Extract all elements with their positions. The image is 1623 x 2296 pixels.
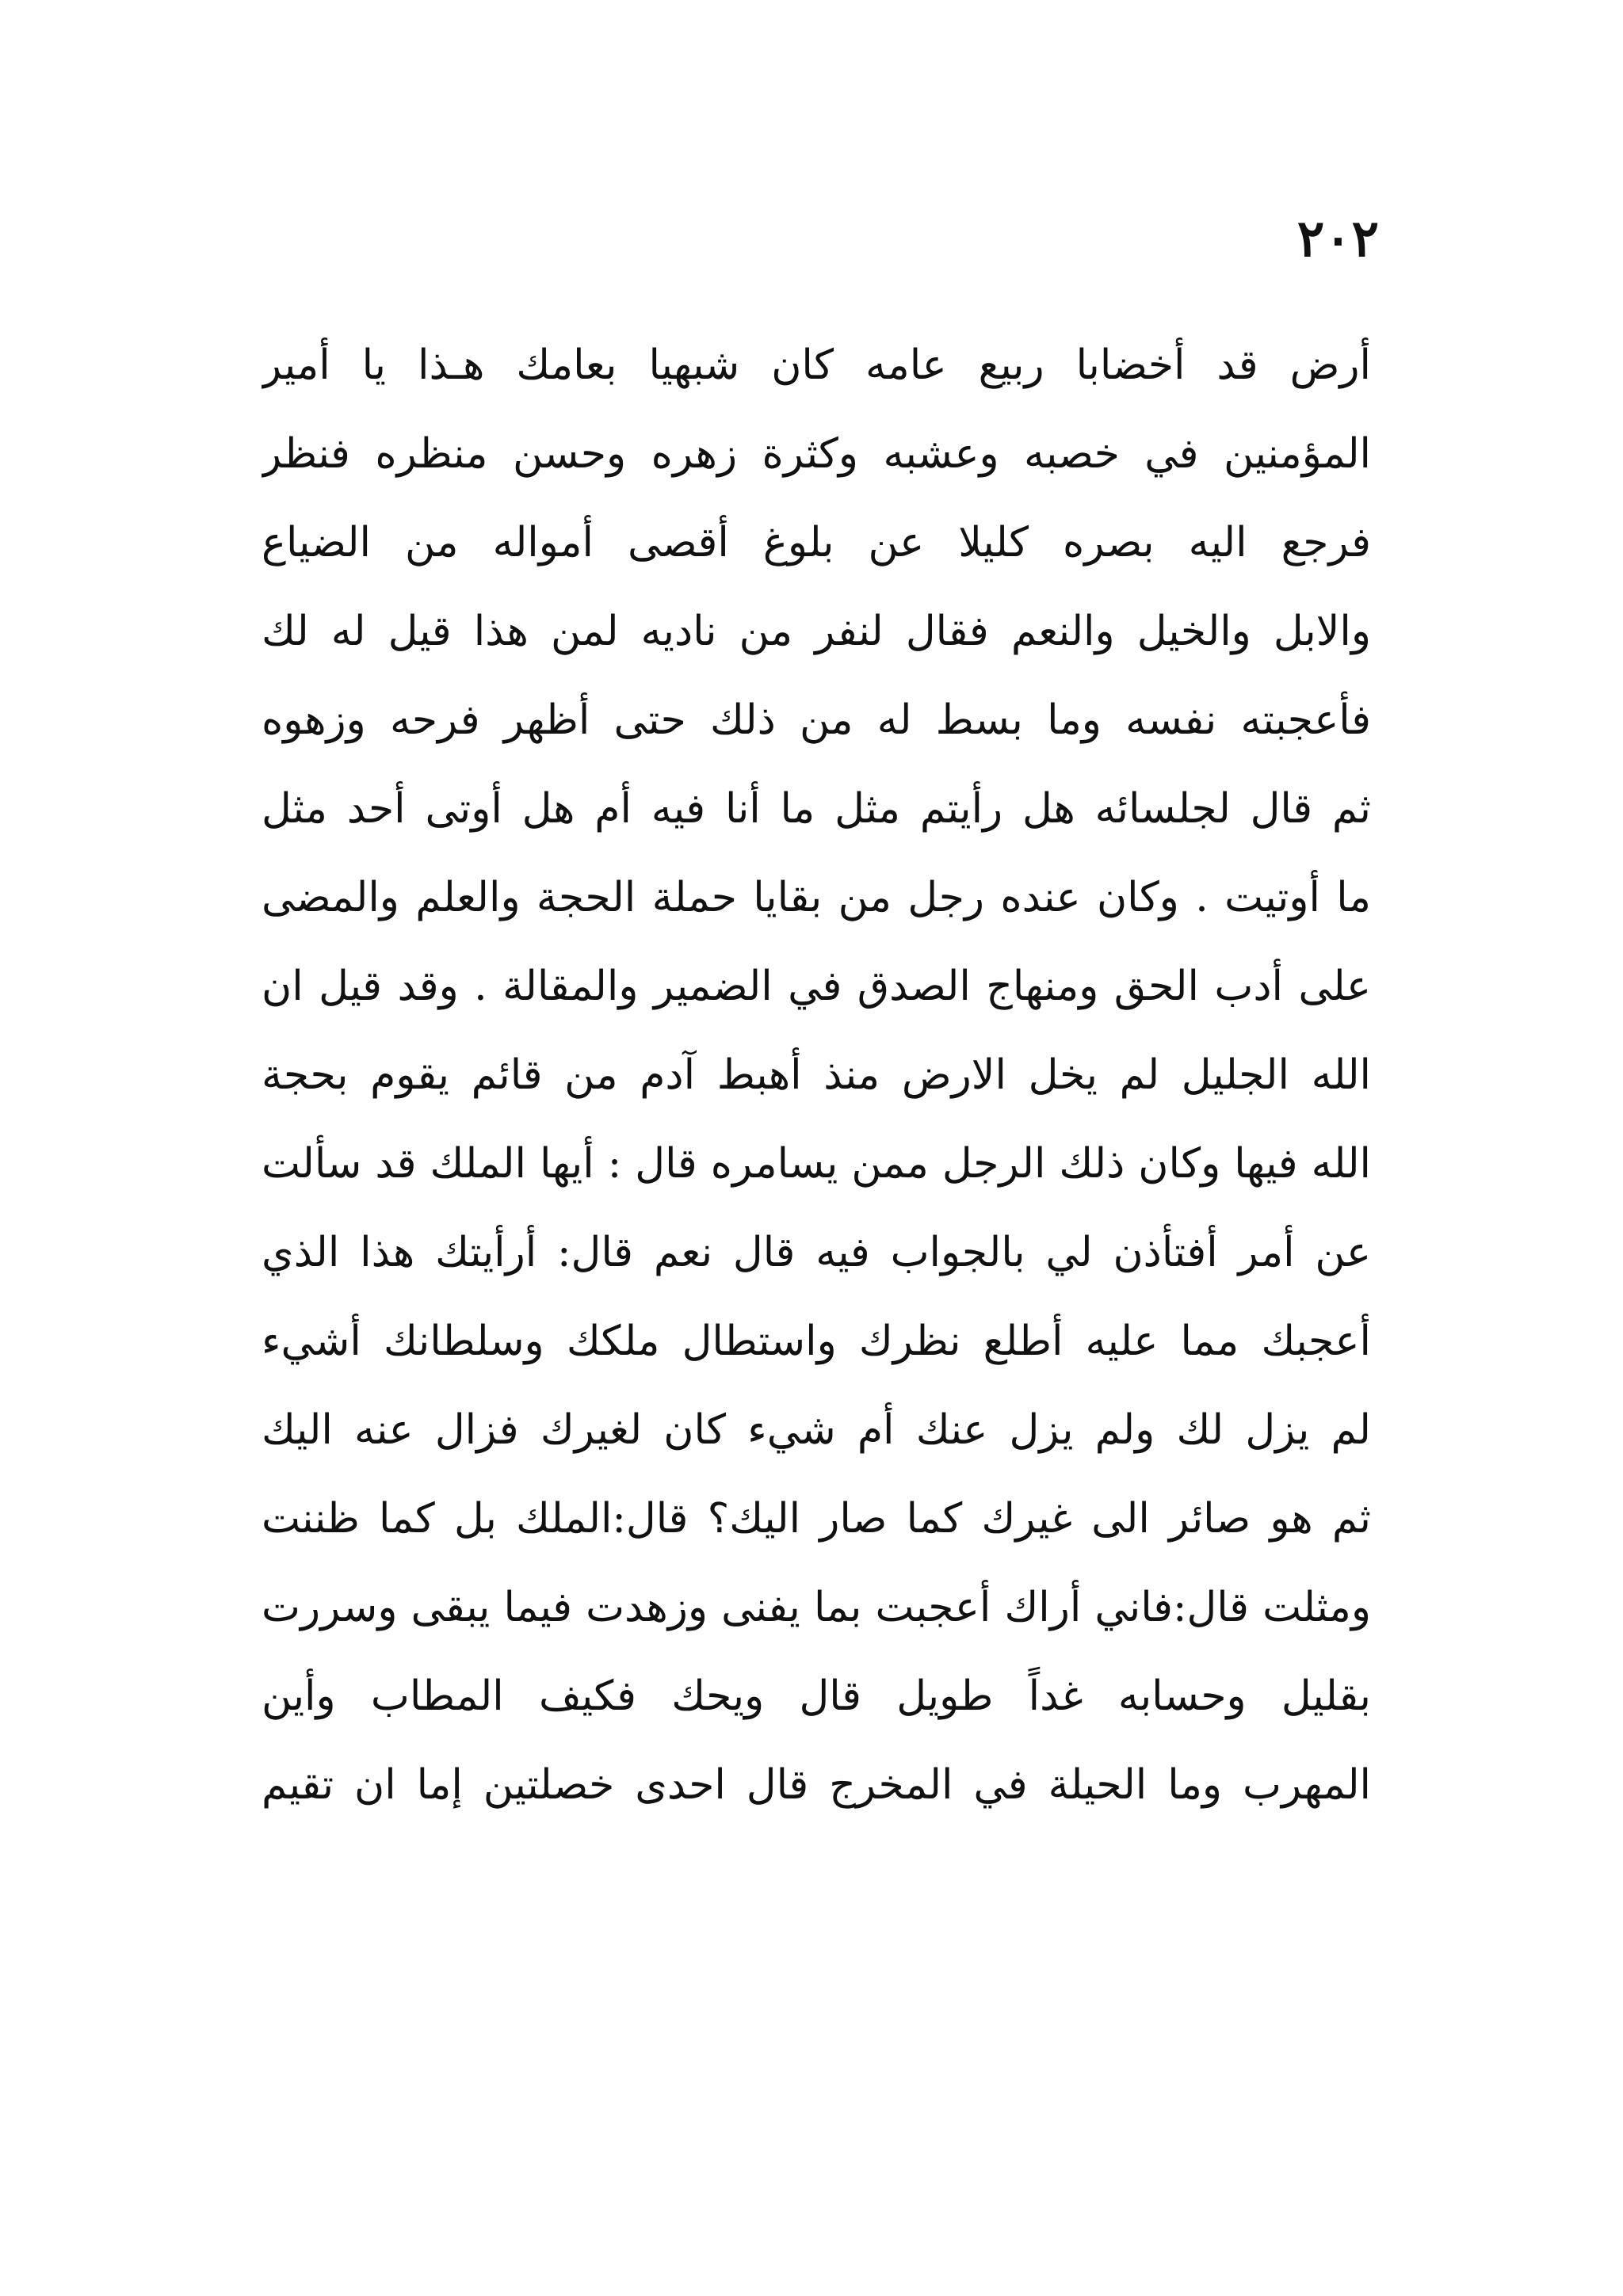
text-line-11: عن أمر أفتأذن لي بالجواب فيه قال نعم قال: أرأيتك هذا الذي <box>262 1229 1371 1276</box>
text-line-6: ثم قال لجلسائه هل رأيتم مثل ما أنا فيه أم هل أوتى أحد مثل <box>262 785 1371 833</box>
text-line-7: ما أوتيت . وكان عنده رجل من بقايا حملة الحجة والعلم والمضى <box>262 874 1371 921</box>
text-line-15: ومثلت قال:فاني أراك أعجبت بما يفنى وزهدت فيما يبقى وسررت <box>262 1584 1371 1631</box>
page-number: ٢٠٢ <box>1296 209 1379 269</box>
body-text <box>262 321 1371 1829</box>
text-line-8: على أدب الحق ومنهاج الصدق في الضمير والمقالة . وقد قيل ان <box>262 963 1371 1010</box>
text-line-10: الله فيها وكان ذلك الرجل ممن يسامره قال : أيها الملك قد سألت <box>262 1140 1371 1188</box>
text-line-5: فأعجبته نفسه وما بسط له من ذلك حتى أظهر فرحه وزهوه <box>262 696 1371 744</box>
text-line-12: أعجبك مما عليه أطلع نظرك واستطال ملكك وسلطانك أشيء <box>262 1318 1371 1365</box>
text-line-16: بقليل وحسابه غداً طويل قال ويحك فكيف المطاب وأين <box>262 1672 1371 1720</box>
text-line-4: والابل والخيل والنعم فقال لنفر من ناديه لمن هذا قيل له لك <box>262 608 1371 655</box>
text-line-3: فرجع اليه بصره كليلا عن بلوغ أقصى أمواله من الضياع <box>262 519 1371 566</box>
text-line-14: ثم هو صائر الى غيرك كما صار اليك؟ قال:الملك بل كما ظننت <box>262 1495 1371 1543</box>
text-line-13: لم يزل لك ولم يزل عنك أم شيء كان لغيرك فزال عنه اليك <box>262 1406 1371 1454</box>
text-line-17: المهرب وما الحيلة في المخرج قال احدى خصلتين إما ان تقيم <box>262 1761 1371 1809</box>
text-line-2: المؤمنين في خصبه وعشبه وكثرة زهره وحسن منظره فنظر <box>262 430 1371 478</box>
text-line-9: الله الجليل لم يخل الارض منذ أهبط آدم من قائم يقوم بحجة <box>262 1051 1371 1099</box>
text-line-1: أرض قد أخضابا ربيع عامه كان شبهيا بعامك هـذا يا أمير <box>262 341 1371 389</box>
